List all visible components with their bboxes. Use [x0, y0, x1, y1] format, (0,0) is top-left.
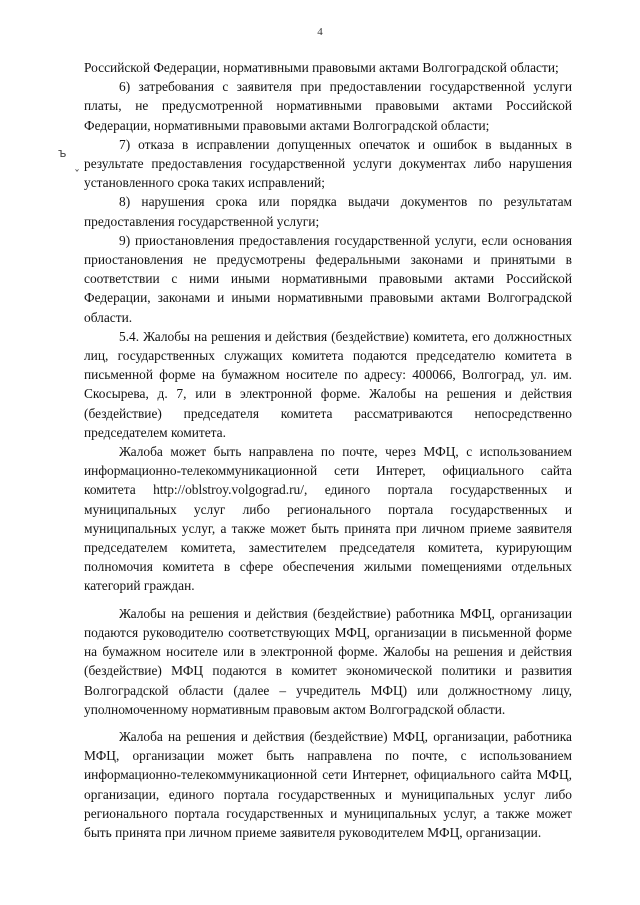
- paragraph: Жалобы на решения и действия (бездействие) работника МФЦ, организации подаются руководителю соответствующих МФЦ, организации в письменной форме на бумажном носителе или в электронной форме. Жалобы на решения и действия (бездействие) МФЦ подаются в комитет экономической политики и развития Волгоградской области (далее – учредитель МФЦ) или должностному лицу, уполномоченному нормативным правовым актом Волгоградской области.: [84, 605, 572, 717]
- paragraph: 6) затребования с заявителя при предоставлении государственной услуги платы, не предусмотренной нормативными правовыми актами Российской Федерации, нормативными правовыми актами Волгоградской области;: [84, 79, 572, 133]
- paragraph: Жалоба может быть направлена по почте, через МФЦ, с использованием информационно-телекоммуникационной сети Интерет, официального сайта комитета http://oblstroy.volgograd.ru/, единого портала государственных и муниципальных услуг либо регионального портала государственных и муниципальных услуг, а также может быть принята при личном приеме заявителя председателем комитета, заместителем председателя комитета, курирующим полномочия комитета в сфере обеспечения жилыми помещениями отдельных категорий граждан.: [84, 444, 572, 594]
- paragraph: 7) отказа в исправлении допущенных опечаток и ошибок в выданных в результате предоставления государственной услуги документах либо нарушения установленного срока таких исправлений;: [84, 136, 572, 191]
- document-body: [84, 58, 572, 842]
- margin-mark: ъ: [58, 146, 67, 160]
- margin-mark: ˇ: [74, 168, 80, 182]
- page-number: 4: [317, 26, 323, 38]
- paragraph: Российской Федерации, нормативными правовыми актами Волгоградской области;: [84, 60, 559, 75]
- paragraph: 5.4. Жалобы на решения и действия (бездействие) комитета, его должностных лиц, государственных служащих комитета подаются председателю комитета в письменной форме на бумажном носителе по адресу: 400066, Волгоград, ул. им. Скосырева, д. 7, или в электронной форме. Жалобы на решения и действия (бездействие) председателя комитета рассматриваются непосредственно председателем комитета.: [84, 328, 572, 440]
- paragraph: Жалоба на решения и действия (бездействие) МФЦ, организации, работника МФЦ, организации может быть направлена по почте, с использованием информационно-телекоммуникационной сети Интернет, официального сайта МФЦ, организации, единого портала государственных и муниципальных услуг либо регионального портала государственных и муниципальных услуг, а также может быть принята при личном приеме заявителя руководителем МФЦ, организации.: [84, 728, 572, 840]
- paragraph: 9) приостановления предоставления государственной услуги, если основания приостановления не предусмотрены федеральными законами и принятыми в соответствии с ними иными нормативными правовыми актами Российской Федерации, законами и иными нормативными правовыми актами Волгоградской области.: [84, 232, 572, 325]
- paragraph: 8) нарушения срока или порядка выдачи документов по результатам предоставления государственной услуги;: [84, 194, 572, 229]
